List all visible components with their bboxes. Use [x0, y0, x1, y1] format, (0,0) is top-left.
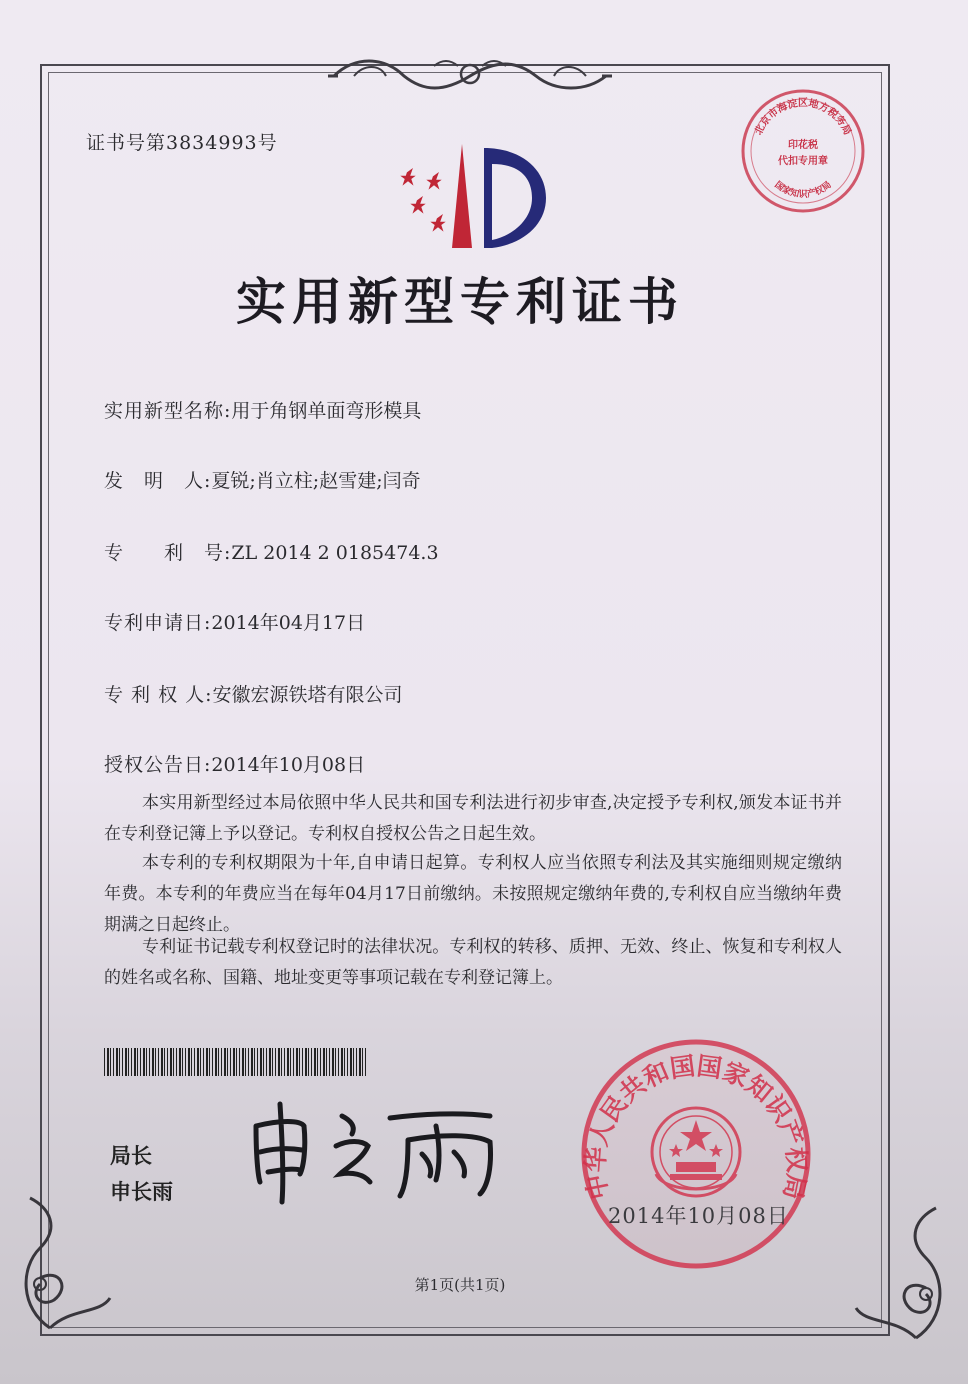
bottom-left-ornament	[10, 1188, 120, 1338]
field-label: 授权公告日:	[104, 754, 212, 776]
official-seal	[578, 1036, 814, 1272]
field-label: 专 利 号:	[104, 542, 232, 564]
seal-date: 2014年10月08日	[608, 1204, 789, 1228]
certificate-title: 实用新型专利证书	[236, 273, 684, 331]
field-value: 夏锐;肖立柱;赵雪建;闫奇	[211, 470, 421, 492]
field-patentee	[104, 680, 403, 707]
director-title: 局长	[110, 1144, 152, 1168]
barcode	[104, 1048, 366, 1076]
field-utility-name	[104, 396, 421, 423]
field-filing-date	[104, 608, 365, 635]
tax-stamp-seal	[738, 86, 868, 216]
svg-text:国家知识产权局	[772, 179, 833, 200]
field-label: 专利申请日:	[104, 612, 212, 634]
bottom-right-ornament	[846, 1198, 956, 1348]
tax-stamp-inner-text-1: 印花税	[788, 140, 818, 151]
field-value: 2014年04月17日	[211, 612, 366, 634]
paragraph-legal-status: 专利证书记载专利权登记时的法律状况。专利权的转移、质押、无效、终止、恢复和专利权人的姓名或名称、国籍、地址变更等事项记载在专利登记簿上。	[104, 937, 842, 988]
field-label: 实用新型名称:	[104, 400, 232, 422]
field-label: 专 利 权 人:	[104, 684, 213, 706]
field-label: 发 明 人:	[104, 470, 212, 492]
field-inventors	[104, 466, 421, 493]
field-grant-date	[104, 750, 365, 777]
tax-stamp-inner-text-2: 代扣专用章	[778, 156, 828, 167]
tax-stamp-outer-text: 北京市海淀区地方税务局	[753, 98, 853, 137]
field-value: 安徽宏源铁塔有限公司	[212, 684, 403, 706]
director-signature	[240, 1096, 510, 1206]
field-patent-number	[104, 538, 439, 565]
seal-text: 中华人民共和国国家知识产权局	[580, 1051, 812, 1202]
page-number: 第1页(共1页)	[414, 1276, 506, 1294]
tax-stamp-bottom-text: 国家知识产权局	[772, 180, 834, 200]
paragraph-grant-notice: 本实用新型经过本局依照中华人民共和国专利法进行初步审查,决定授予专利权,颁发本证书并在专利登记簿上予以登记。专利权自授权公告之日起生效。	[104, 793, 842, 844]
field-value: ZL 2014 2 0185474.3	[231, 542, 439, 564]
field-value: 2014年10月08日	[211, 754, 366, 776]
cnipa-logo	[392, 140, 552, 256]
certificate-number: 证书号第3834993号	[86, 132, 278, 154]
field-value: 用于角钢单面弯形模具	[231, 400, 422, 422]
director-name: 申长雨	[110, 1180, 173, 1204]
paragraph-term-fees: 本专利的专利权期限为十年,自申请日起算。专利权人应当依照专利法及其实施细则规定缴纳年费。本专利的年费应当在每年04月17日前缴纳。未按照规定缴纳年费的,专利权自应当缴纳年费期满之日起终止。	[104, 853, 842, 935]
top-ornament	[324, 52, 616, 98]
